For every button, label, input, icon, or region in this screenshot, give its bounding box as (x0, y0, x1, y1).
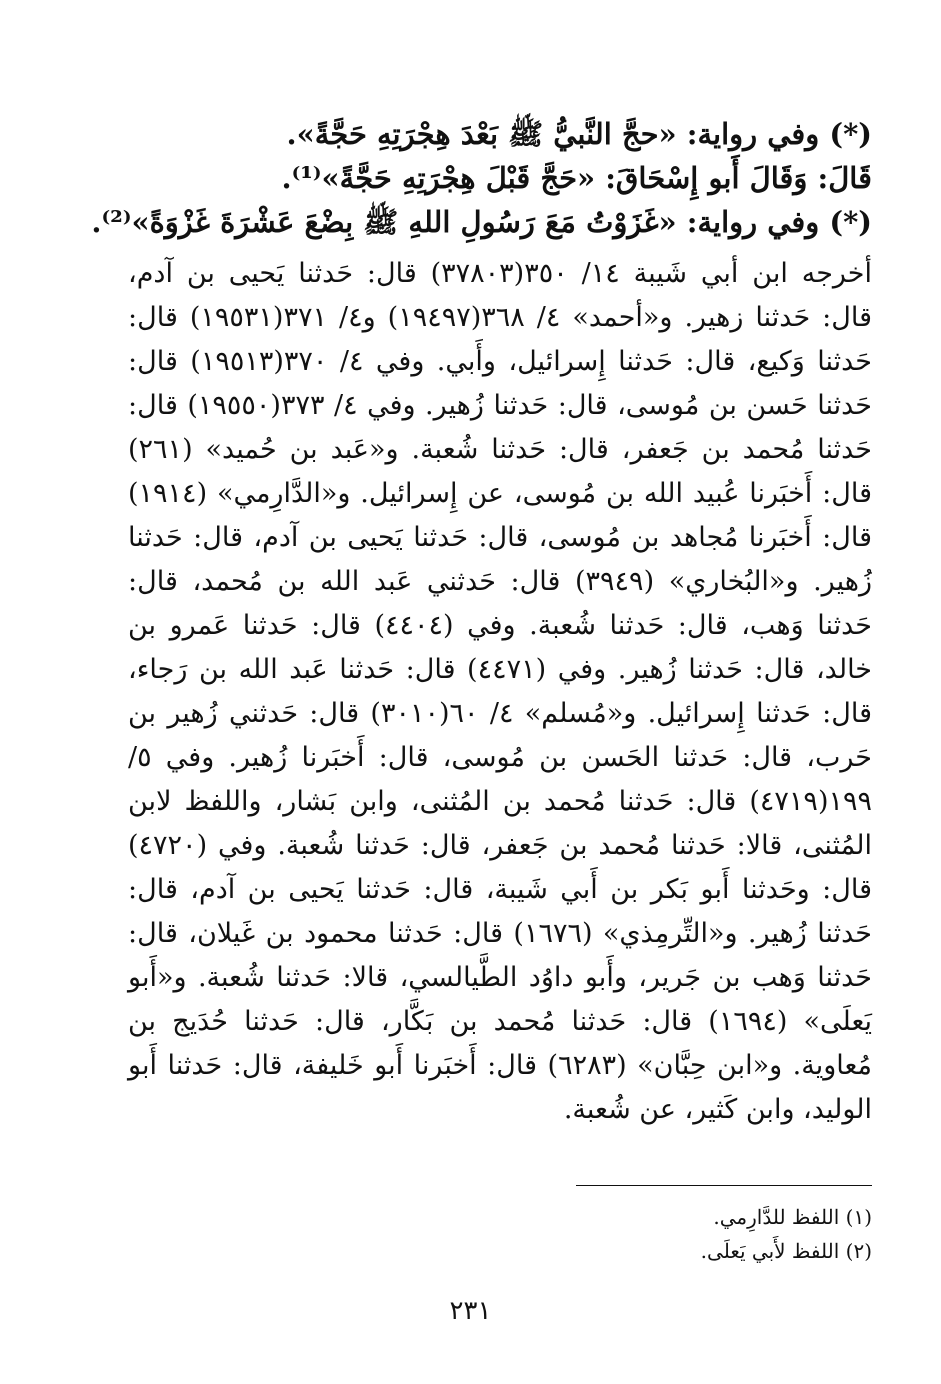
footnotes (560, 1200, 872, 1268)
footnote-2: (٢) اللفظ لأَبي يَعلَى. (700, 1239, 872, 1263)
page-number: ٢٣١ (449, 1296, 492, 1326)
page-content (91, 112, 873, 1132)
takhrij-paragraph: أخرجه ابن أبي شَيبة ١٤/ ٣٥٠(٣٧٨٠٣) قال: حَدثنا يَحيى بن آدم، قال: حَدثنا زهير. و«أحمد» ٤/ ٣٦٨(١٩٤٩٧) و٤/ ٣٧١(١٩٥٣١) قال: حَدثنا وَكيع، قال: حَدثنا إِسرائيل، وأَبي. وفي ٤/ ٣٧٠(١٩٥١٣) قال: حَدثنا حَسن بن مُوسى، قال: حَدثنا زُهير. وفي ٤/ ٣٧٣(١٩٥٥٠) قال: حَدثنا مُحمد بن جَعفر، قال: حَدثنا شُعبة. و«عَبد بن حُميد» (٢٦١) قال: أَخبَرنا عُبيد الله بن مُوسى، عن إِسرائيل. و«الدَّارِمي» (١٩١٤) قال: أَخبَرنا مُجاهد بن مُوسى، قال: حَدثنا يَحيى بن آدم، قال: حَدثنا زُهير. و«البُخاري» (٣٩٤٩) قال: حَدثني عَبد الله بن مُحمد، قال: حَدثنا وَهب، قال: حَدثنا شُعبة. وفي (٤٤٠٤) قال: حَدثنا عَمرو بن خالد، قال: حَدثنا زُهير. وفي (٤٤٧١) قال: حَدثنا عَبد الله بن رَجاء، قال: حَدثنا إِسرائيل. و«مُسلم» ٤/ ٦٠(٣٠١٠) قال: حَدثني زُهير بن حَرب، قال: حَدثنا الحَسن بن مُوسى، قال: أَخبَرنا زُهير. وفي ٥/ ١٩٩(٤٧١٩) قال: حَدثنا مُحمد بن المُثنى، وابن بَشار، واللفظ لابن المُثنى، قالا: حَدثنا مُحمد بن جَعفر، قال: حَدثنا شُعبة. وفي (٤٧٢٠) قال: وحَدثنا أَبو بَكر بن أَبي شَيبة، قال: حَدثنا يَحيى بن آدم، قال: حَدثنا زُهير. و«التِّرمِذي» (١٦٧٦) قال: حَدثنا محمود بن غَيلان، قال: حَدثنا وَهب بن جَرير، وأَبو داوُد الطَّيالسي، قالا: حَدثنا شُعبة. و«أَبو يَعلَى» (١٦٩٤) قال: حَدثنا مُحمد بن بَكَّار، قال: حَدثنا حُدَيج بن مُعاوية. و«ابن حِبَّان» (٦٢٨٣) قال: أَخبَرنا أَبو خَليفة، قال: حَدثنا أَبو الوليد، وابن كَثير، عن شُعبة. (128, 258, 873, 1125)
hadith-variant-3: (*) وفي رواية: «غَزَوْتُ مَعَ رَسُولِ اللهِ ﷺ بِضْعَ عَشْرَةَ غَزْوَةً»⁽²⁾. (91, 205, 872, 239)
footnote-1: (١) اللفظ للدَّارِمي. (713, 1205, 872, 1229)
footnote-divider (576, 1185, 872, 1186)
hadith-variant-1: (*) وفي رواية: «حجَّ النَّبيُّ ﷺ بَعْدَ هِجْرَتِهِ حَجَّةً». (286, 117, 872, 151)
takhrij-section (128, 252, 872, 1132)
hadith-variant-2: قَالَ: وَقَالَ أَبو إِسْحَاقَ: «حَجَّ قَبْلَ هِجْرَتِهِ حَجَّةً»⁽¹⁾. (281, 161, 872, 195)
